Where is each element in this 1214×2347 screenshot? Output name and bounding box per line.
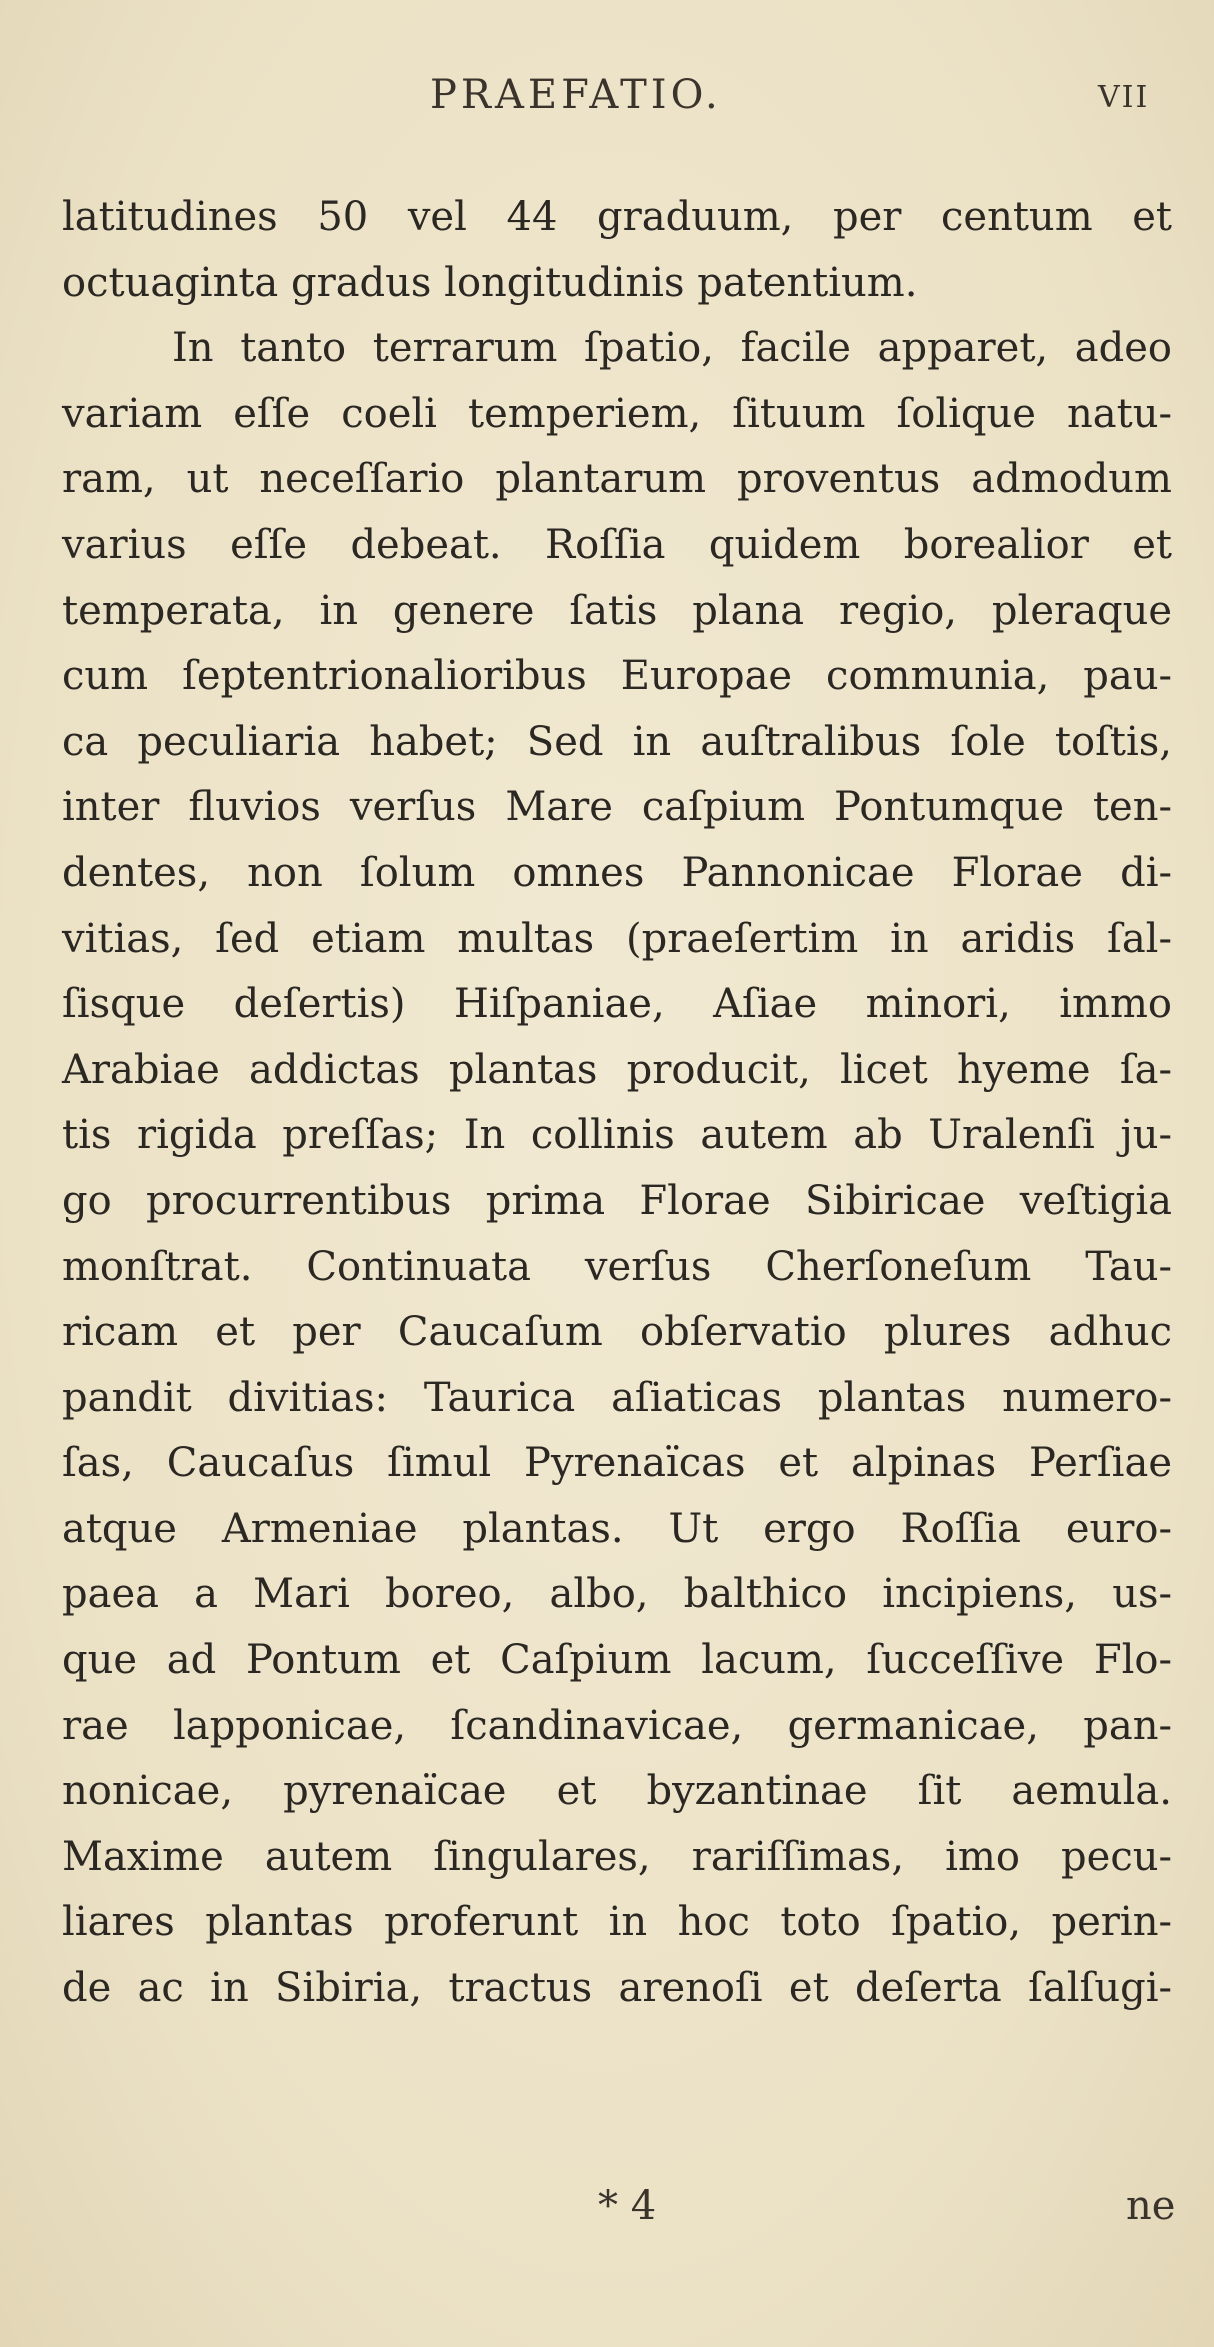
- text-line-11: dentes, non ſolum omnes Pannonicae Florae di-: [62, 849, 1172, 896]
- text-line-2: octuaginta gradus longitudinis patentium.: [62, 259, 918, 306]
- text-line-8: cum ſeptentrionalioribus Europae communia, pau-: [62, 653, 1172, 700]
- text-line-24: rae lapponicae, ſcandinavicae, germanicae, pan-: [62, 1702, 1172, 1749]
- catchword: ne: [1126, 2183, 1176, 2229]
- text-line-10: inter fluvios verſus Mare caſpium Pontumque ten-: [62, 784, 1172, 831]
- text-line-20: ſas, Caucaſus ſimul Pyrenaïcas et alpinas Perſiae: [62, 1440, 1172, 1487]
- running-head: [0, 72, 1214, 132]
- text-line-21: atque Armeniae plantas. Ut ergo Roſſia euro-: [62, 1505, 1172, 1552]
- text-line-22: paea a Mari boreo, albo, balthico incipiens, us-: [62, 1571, 1172, 1618]
- text-line-7: temperata, in genere ſatis plana regio, pleraque: [62, 587, 1172, 634]
- text-line-15: tis rigida preſſas; In collinis autem ab Uralenſi ju-: [62, 1112, 1172, 1159]
- signature-mark: * 4: [598, 2183, 657, 2229]
- text-line-12: vitias, ſed etiam multas (praeſertim in aridis ſal-: [62, 915, 1172, 962]
- text-line-19: pandit divitias: Taurica aſiaticas plantas numero-: [62, 1374, 1172, 1421]
- text-line-6: varius eſſe debeat. Roſſia quidem borealior et: [62, 521, 1172, 568]
- text-line-25: nonicae, pyrenaïcae et byzantinae ſit aemula.: [62, 1768, 1172, 1815]
- text-line-9: ca peculiaria habet; Sed in auſtralibus ſole toſtis,: [62, 718, 1172, 765]
- text-line-18: ricam et per Caucaſum obſervatio plures adhuc: [62, 1309, 1172, 1356]
- text-line-28: de ac in Sibiria, tractus arenoſi et deſerta ſalſugi-: [62, 1965, 1172, 2012]
- text-line-4: variam eſſe coeli temperiem, ſituum ſolique natu-: [62, 390, 1172, 437]
- text-line-13: ſisque deſertis) Hiſpaniae, Aſiae minori, immo: [62, 981, 1172, 1028]
- text-line-5: ram, ut neceſſario plantarum proventus admodum: [62, 456, 1172, 503]
- text-line-26: Maxime autem ſingulares, rariſſimas, imo pecu-: [62, 1833, 1172, 1880]
- text-line-27: liares plantas proferunt in hoc toto ſpatio, perin-: [62, 1899, 1172, 1946]
- body-text: [62, 185, 1172, 2022]
- page-footer: [0, 2183, 1214, 2243]
- text-line-23: que ad Pontum et Caſpium lacum, ſucceſſive Flo-: [62, 1637, 1172, 1684]
- text-line-3: In tanto terrarum ſpatio, facile apparet, adeo: [172, 325, 1172, 372]
- page-number: VII: [1098, 80, 1150, 115]
- text-line-16: go procurrentibus prima Florae Sibiricae veſtigia: [62, 1177, 1172, 1224]
- text-line-14: Arabiae addictas plantas producit, licet hyeme ſa-: [62, 1046, 1172, 1093]
- text-line-17: monſtrat. Continuata verſus Cherſoneſum Tau-: [62, 1243, 1172, 1290]
- text-line-1: latitudines 50 vel 44 graduum, per centum et: [62, 194, 1172, 240]
- running-title: PRAEFATIO.: [430, 72, 722, 118]
